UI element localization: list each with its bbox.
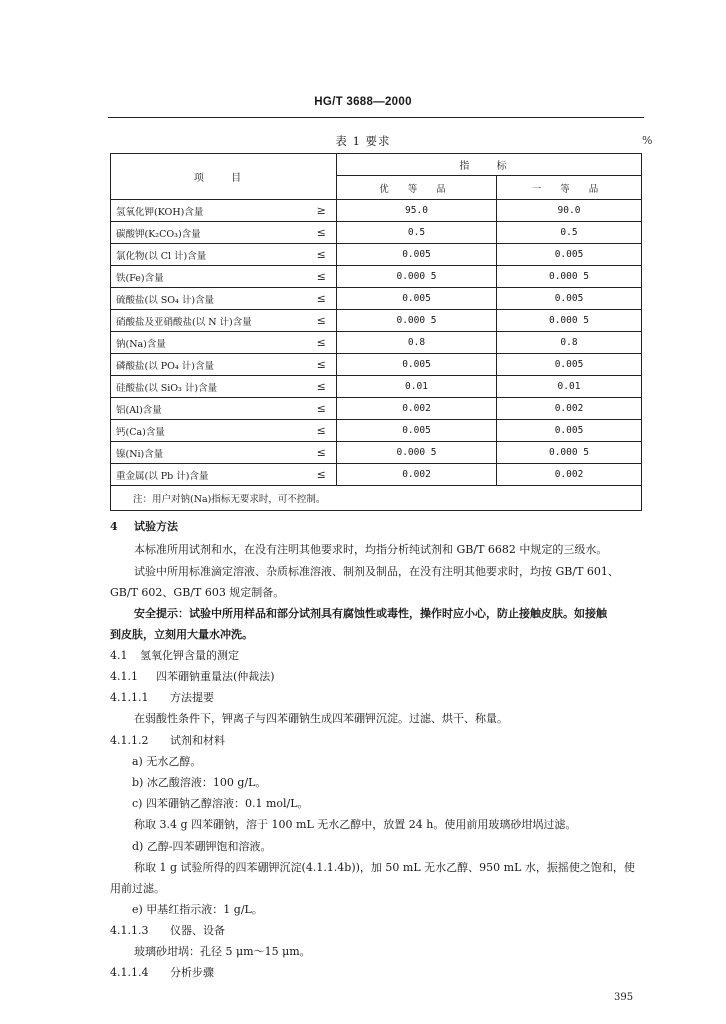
section-4-1-1-1-heading [110, 687, 214, 708]
row-first-value: 0.002 [497, 398, 642, 420]
row-item: 铝(Al)含量 [111, 398, 307, 420]
table-unit: % [642, 134, 653, 147]
table-note: 注：用户对钠(Na)指标无要求时，可不控制。 [111, 486, 642, 511]
row-superior-value: 95.0 [337, 200, 497, 222]
row-superior-value: 0.000 5 [337, 266, 497, 288]
row-superior-value: 0.005 [337, 420, 497, 442]
row-first-value: 90.0 [497, 200, 642, 222]
section-title: 分析步骤 [170, 966, 214, 979]
table-row [111, 376, 642, 398]
table-note-row [111, 486, 642, 511]
row-item: 氯化物(以 Cl 计)含量 [111, 244, 307, 266]
table-row [111, 398, 642, 420]
paragraph-reagents-water: 本标准所用试剂和水，在没有注明其他要求时，均指分析纯试剂和 GB/T 6682 中规定的三级水。 [134, 543, 608, 556]
section-4-1-heading [110, 645, 239, 666]
row-item: 硫酸盐(以 SO₄ 计)含量 [111, 288, 307, 310]
section-title: 氢氧化钾含量的测定 [140, 649, 239, 662]
reagent-d-description-line2: 用前过滤。 [110, 882, 165, 895]
section-title: 方法提要 [170, 691, 214, 704]
column-header-item: 项 目 [111, 154, 337, 200]
row-operator: ≤ [307, 310, 337, 332]
paragraph-standard-solutions-line2: GB/T 602、GB/T 603 规定制备。 [110, 586, 285, 599]
section-title: 试剂和材料 [170, 734, 225, 747]
row-item: 钙(Ca)含量 [111, 420, 307, 442]
section-number: 4 [110, 520, 118, 533]
row-first-value: 0.005 [497, 420, 642, 442]
row-operator: ≤ [307, 244, 337, 266]
reagent-item-b: b) 冰乙酸溶液：100 g/L。 [132, 776, 267, 789]
section-4-1-1-2-heading [110, 730, 225, 751]
reagent-d-description-line1: 称取 1 g 试验所得的四苯硼钾沉淀(4.1.1.4b))，加 50 mL 无水乙醇、950 mL 水，振摇使之饱和，使 [134, 861, 635, 874]
table-header-row [111, 154, 642, 176]
table-row [111, 288, 642, 310]
row-first-value: 0.002 [497, 464, 642, 486]
row-superior-value: 0.005 [337, 288, 497, 310]
reagent-item-c: c) 四苯硼钠乙醇溶液：0.1 mol/L。 [132, 797, 309, 810]
requirements-table [110, 153, 642, 511]
row-first-value: 0.000 5 [497, 266, 642, 288]
row-operator: ≤ [307, 442, 337, 464]
row-first-value: 0.01 [497, 376, 642, 398]
table-row [111, 420, 642, 442]
safety-notice-line1: 安全提示：试验中所用样品和部分试剂具有腐蚀性或毒性，操作时应小心，防止接触皮肤。如接触 [134, 607, 607, 620]
table-row [111, 442, 642, 464]
table-row [111, 310, 642, 332]
row-operator: ≤ [307, 398, 337, 420]
section-number: 4.1 [110, 649, 128, 662]
row-operator: ≤ [307, 376, 337, 398]
row-item: 氢氧化钾(KOH)含量 [111, 200, 307, 222]
page-number: 395 [614, 992, 634, 1003]
section-number: 4.1.1.4 [110, 966, 149, 979]
standard-code-header: HG/T 3688—2000 [314, 96, 412, 108]
table-caption: 表 1 要求 [335, 134, 391, 148]
row-first-value: 0.005 [497, 354, 642, 376]
row-first-value: 0.8 [497, 332, 642, 354]
reagent-item-d: d) 乙醇-四苯硼钾饱和溶液。 [132, 840, 272, 853]
column-header-index: 指 标 [337, 154, 642, 176]
table-row [111, 244, 642, 266]
section-title: 仪器、设备 [170, 924, 225, 937]
row-operator: ≤ [307, 222, 337, 244]
section-number: 4.1.1.1 [110, 691, 149, 704]
section-number: 4.1.1.3 [110, 924, 149, 937]
section-4-1-1-heading [110, 666, 275, 687]
section-4-1-1-3-heading [110, 920, 225, 941]
reagent-item-a: a) 无水乙醇。 [132, 755, 202, 768]
row-superior-value: 0.5 [337, 222, 497, 244]
method-summary-text: 在弱酸性条件下，钾离子与四苯硼钠生成四苯硼钾沉淀。过滤、烘干、称量。 [134, 712, 508, 725]
row-superior-value: 0.000 5 [337, 310, 497, 332]
row-superior-value: 0.005 [337, 354, 497, 376]
section-title: 试验方法 [134, 520, 178, 533]
reagent-c-description: 称取 3.4 g 四苯硼钠，溶于 100 mL 无水乙醇中，放置 24 h。使用前用玻璃砂坩埚过滤。 [134, 818, 577, 831]
row-item: 镍(Ni)含量 [111, 442, 307, 464]
row-operator: ≤ [307, 266, 337, 288]
row-superior-value: 0.01 [337, 376, 497, 398]
section-title: 四苯硼钠重量法(仲裁法) [156, 670, 275, 683]
row-item: 硅酸盐(以 SiO₃ 计)含量 [111, 376, 307, 398]
table-row [111, 266, 642, 288]
row-first-value: 0.5 [497, 222, 642, 244]
section-number: 4.1.1 [110, 670, 138, 683]
safety-notice-line2: 到皮肤，立刻用大量水冲洗。 [110, 628, 253, 641]
row-operator: ≤ [307, 464, 337, 486]
row-operator: ≥ [307, 200, 337, 222]
row-first-value: 0.000 5 [497, 310, 642, 332]
row-first-value: 0.005 [497, 288, 642, 310]
row-item: 磷酸盐(以 PO₄ 计)含量 [111, 354, 307, 376]
apparatus-text: 玻璃砂坩埚：孔径 5 μm～15 μm。 [134, 945, 311, 958]
row-superior-value: 0.005 [337, 244, 497, 266]
table-row [111, 354, 642, 376]
row-superior-value: 0.002 [337, 464, 497, 486]
row-operator: ≤ [307, 420, 337, 442]
row-item: 碳酸钾(K₂CO₃)含量 [111, 222, 307, 244]
row-item: 重金属(以 Pb 计)含量 [111, 464, 307, 486]
section-4-heading [110, 516, 178, 537]
row-item: 铁(Fe)含量 [111, 266, 307, 288]
section-4-1-1-4-heading [110, 962, 214, 983]
grade-superior-header: 优 等 品 [337, 176, 497, 200]
table-row [111, 332, 642, 354]
row-item: 钠(Na)含量 [111, 332, 307, 354]
reagent-item-e: e) 甲基红指示液：1 g/L。 [132, 903, 263, 916]
grade-first-header: 一 等 品 [497, 176, 642, 200]
table-row [111, 464, 642, 486]
table-row [111, 200, 642, 222]
row-superior-value: 0.000 5 [337, 442, 497, 464]
row-operator: ≤ [307, 354, 337, 376]
table-row [111, 222, 642, 244]
row-operator: ≤ [307, 288, 337, 310]
section-number: 4.1.1.2 [110, 734, 149, 747]
row-superior-value: 0.002 [337, 398, 497, 420]
row-first-value: 0.000 5 [497, 442, 642, 464]
paragraph-standard-solutions-line1: 试验中所用标准滴定溶液、杂质标准溶液、制剂及制品，在没有注明其他要求时，均按 GB/T 601、 [134, 565, 619, 578]
header-rule [108, 117, 644, 118]
row-first-value: 0.005 [497, 244, 642, 266]
row-superior-value: 0.8 [337, 332, 497, 354]
row-item: 硝酸盐及亚硝酸盐(以 N 计)含量 [111, 310, 307, 332]
row-operator: ≤ [307, 332, 337, 354]
